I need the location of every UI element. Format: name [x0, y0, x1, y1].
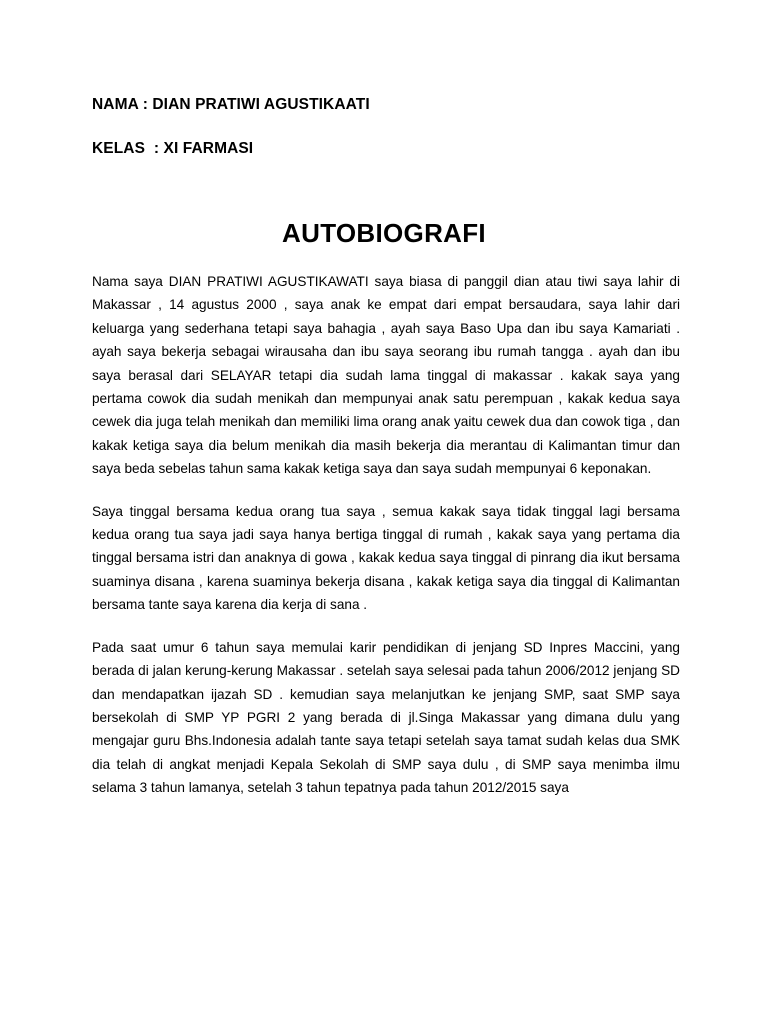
- document-body: [92, 270, 680, 819]
- paragraph-3: Pada saat umur 6 tahun saya memulai karir pendidikan di jenjang SD Inpres Maccini, yang berada di jalan kerung-kerung Makassar . setelah saya selesai pada tahun 2006/2012 jenjang SD dan mendapatkan ijazah SD . kemudian saya melanjutkan ke jenjang SMP, saat SMP saya bersekolah di SMP YP PGRI 2 yang berada di jl.Singa Makassar yang dimana dulu yang mengajar guru Bhs.Indonesia adalah tante saya tetapi setelah saya tamat sudah kelas dua SMK dia telah di angkat menjadi Kepala Sekolah di SMP saya dulu , di SMP saya menimba ilmu selama 3 tahun lamanya, setelah 3 tahun tepatnya pada tahun 2012/2015 saya: [92, 639, 680, 796]
- student-class: KELAS : XI FARMASI: [92, 140, 254, 157]
- paragraph-1: Nama saya DIAN PRATIWI AGUSTIKAWATI saya biasa di panggil dian atau tiwi saya lahir di Makassar , 14 agustus 2000 , saya anak ke empat dari empat bersaudara, saya lahir dari keluarga yang sederhana tetapi saya bahagia , ayah saya Baso Upa dan ibu saya Kamariati . ayah saya bekerja sebagai wirausaha dan ibu saya seorang ibu rumah tangga . ayah dan ibu saya berasal dari SELAYAR tetapi dia sudah lama tinggal di makassar . kakak saya yang pertama cowok dia sudah menikah dan mempunyai anak satu perempuan , kakak kedua saya cewek dia juga telah menikah dan memiliki lima orang anak yaitu cewek dua dan cowok tiga , dan kakak ketiga saya dia belum menikah dia masih bekerja dia merantau di Kalimantan timur dan saya beda sebelas tahun sama kakak ketiga saya dan saya sudah mempunyai 6 keponakan.: [92, 274, 680, 477]
- document-title: AUTOBIOGRAFI: [282, 218, 486, 248]
- student-name: NAMA : DIAN PRATIWI AGUSTIKAATI: [92, 96, 370, 113]
- paragraph-2: Saya tinggal bersama kedua orang tua saya , semua kakak saya tidak tinggal lagi bersama kedua orang tua saya jadi saya hanya bertiga tinggal di rumah , kakak saya yang pertama dia tinggal bersama istri dan anaknya di gowa , kakak kedua saya tinggal di pinrang dia ikut bersama suaminya disana , karena suaminya bekerja disana , kakak ketiga saya dia tinggal di Kalimantan bersama tante saya karena dia kerja di sana .: [92, 503, 680, 613]
